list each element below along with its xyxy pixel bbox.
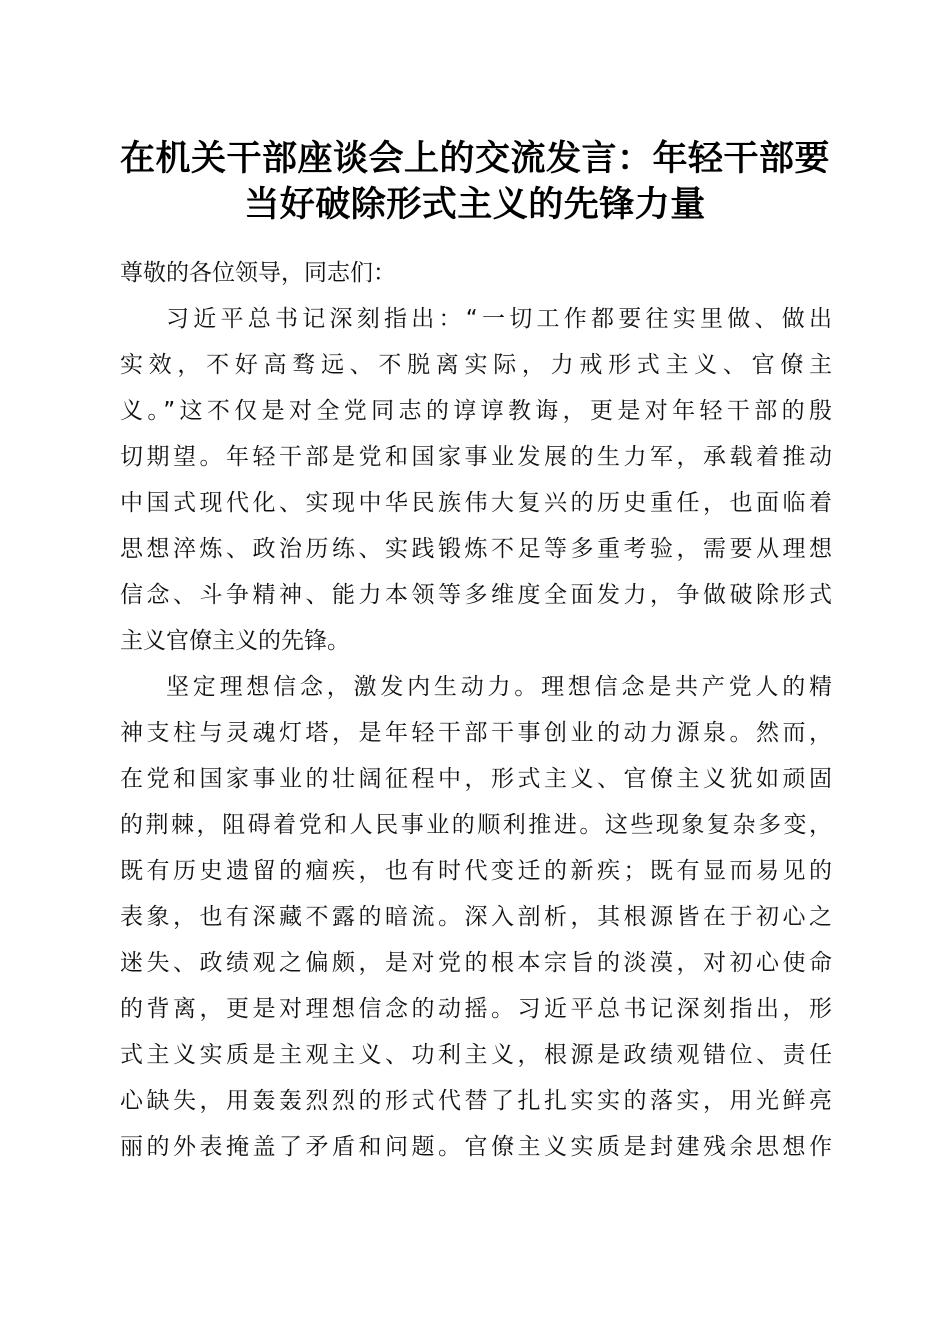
paragraph-line: 信念、斗争精神、能力本领等多维度全面发力，争做破除形式	[120, 582, 832, 608]
salutation: 尊敬的各位领导，同志们：	[120, 260, 396, 286]
paragraph-line: 切期望。年轻干部是党和国家事业发展的生力军，承载着推动	[120, 444, 832, 470]
paragraph-line: 义。”这不仅是对全党同志的谆谆教诲，更是对年轻干部的殷	[120, 398, 832, 424]
paragraph-line: 式主义实质是主观主义、功利主义，根源是政绩观错位、责任	[120, 1042, 832, 1068]
paragraph-line: 坚定理想信念，激发内生动力。理想信念是共产党人的精	[166, 674, 832, 700]
paragraph-line: 神支柱与灵魂灯塔，是年轻干部干事创业的动力源泉。然而，	[120, 720, 832, 746]
paragraph-line: 实效，不好高骛远、不脱离实际，力戒形式主义、官僚主	[120, 352, 832, 378]
paragraph-line: 的背离，更是对理想信念的动摇。习近平总书记深刻指出，形	[120, 996, 832, 1022]
paragraph-line: 既有历史遗留的痼疾，也有时代变迁的新疾；既有显而易见的	[120, 858, 832, 884]
title-line-1: 在机关干部座谈会上的交流发言：年轻干部要	[119, 138, 830, 179]
paragraph-line: 中国式现代化、实现中华民族伟大复兴的历史重任，也面临着	[120, 490, 832, 516]
paragraph-line: 心缺失，用轰轰烈烈的形式代替了扎扎实实的落实，用光鲜亮	[120, 1088, 832, 1114]
paragraph-1	[120, 296, 832, 664]
paragraph-2	[120, 664, 832, 1170]
paragraph-line: 丽的外表掩盖了矛盾和问题。官僚主义实质是封建残余思想作	[120, 1134, 832, 1160]
paragraph-line: 习近平总书记深刻指出：“一切工作都要往实里做、做出	[166, 306, 832, 332]
paragraph-line: 思想淬炼、政治历练、实践锻炼不足等多重考验，需要从理想	[120, 536, 832, 562]
paragraph-line: 的荆棘，阻碍着党和人民事业的顺利推进。这些现象复杂多变，	[120, 812, 832, 838]
document-body	[120, 250, 832, 1170]
paragraph-line: 在党和国家事业的壮阔征程中，形式主义、官僚主义犹如顽固	[120, 766, 832, 792]
paragraph-line: 迷失、政绩观之偏颇，是对党的根本宗旨的淡漠，对初心使命	[120, 950, 832, 976]
title-line-2: 当好破除形式主义的先锋力量	[244, 184, 706, 225]
paragraph-line: 表象，也有深藏不露的暗流。深入剖析，其根源皆在于初心之	[120, 904, 832, 930]
document-title	[100, 136, 850, 228]
paragraph-line: 主义官僚主义的先锋。	[120, 628, 350, 654]
